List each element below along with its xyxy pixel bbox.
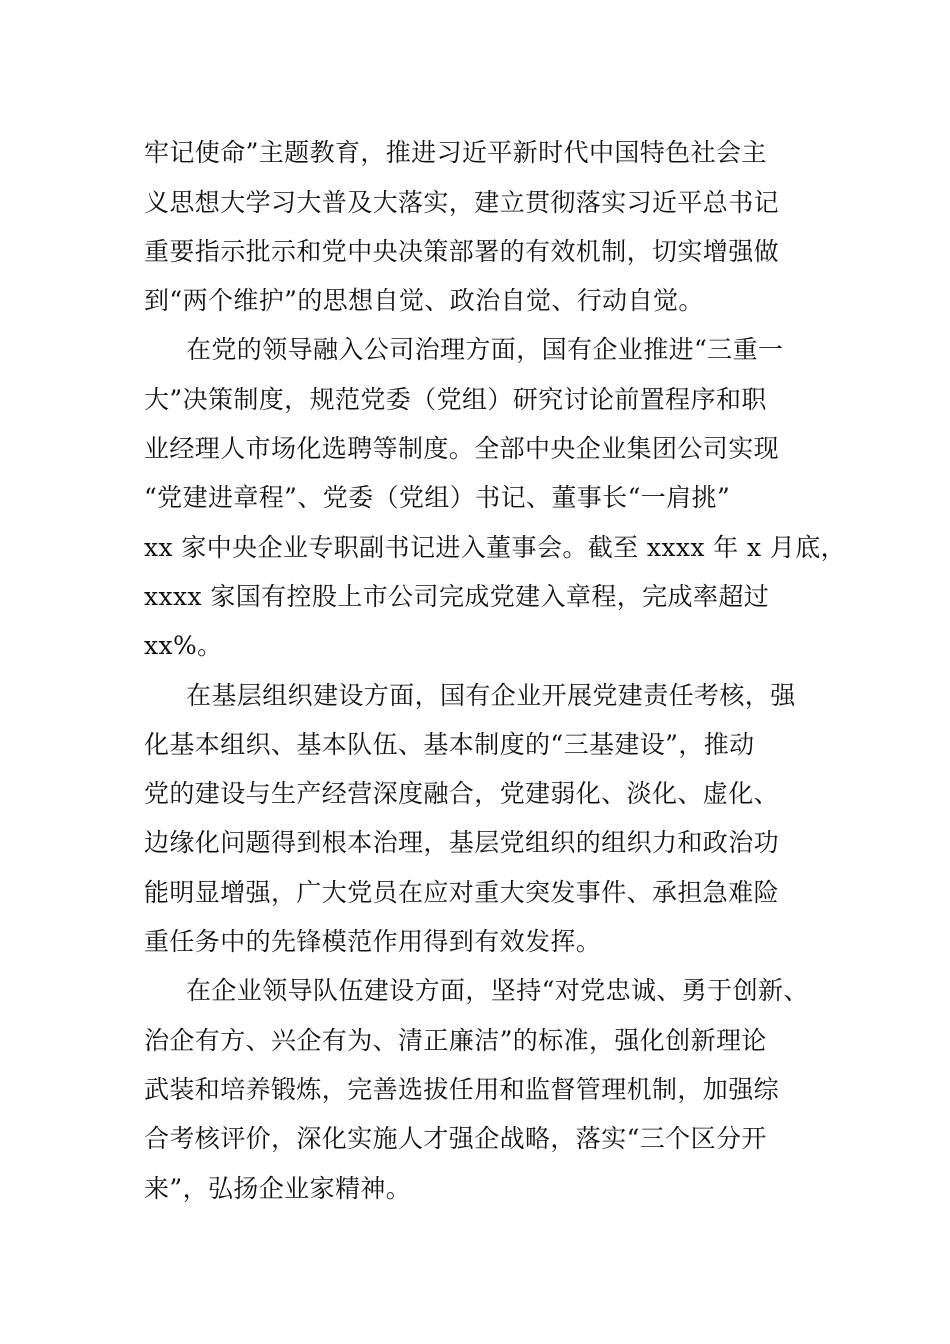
text-line: xx%。 [144, 631, 223, 660]
paragraph-start-line: 在党的领导融入公司治理方面，国有企业推进“三重一 [186, 335, 784, 364]
text-line: 能明显增强，广大党员在应对重大突发事件、承担急难险 [144, 878, 780, 907]
paragraph-start-line: 在企业领导队伍建设方面，坚持“对党忠诚、勇于创新、 [186, 976, 809, 1005]
text-line: 业经理人市场化选聘等制度。全部中央企业集团公司实现 [144, 434, 780, 463]
paragraph-start-line: 在基层组织建设方面，国有企业开展党建责任考核，强 [186, 681, 796, 710]
text-line: 党的建设与生产经营深度融合，党建弱化、淡化、虚化、 [144, 779, 780, 808]
text-line: 边缘化问题得到根本治理，基层党组织的组织力和政治功 [144, 828, 780, 857]
text-line: xx 家中央企业专职副书记进入董事会。截至 xxxx 年 x 月底， [144, 533, 847, 562]
text-line: 治企有方、兴企有为、清正廉洁”的标准，强化创新理论 [144, 1026, 767, 1055]
text-line: “党建进章程”、党委（党组）书记、董事长“一肩挑” [144, 483, 731, 512]
text-line: xxxx 家国有控股上市公司完成党建入章程，完成率超过 [144, 582, 770, 611]
text-line: 武装和培养锻炼，完善选拔任用和监督管理机制，加强综 [144, 1075, 780, 1104]
text-line: 大”决策制度，规范党委（党组）研究讨论前置程序和职 [144, 385, 767, 414]
text-line: 到“两个维护”的思想自觉、政治自觉、行动自觉。 [144, 286, 704, 315]
text-line: 化基本组织、基本队伍、基本制度的“三基建设”，推动 [144, 730, 755, 759]
text-line: 义思想大学习大普及大落实，建立贯彻落实习近平总书记 [144, 188, 780, 217]
text-line: 牢记使命”主题教育，推进习近平新时代中国特色社会主 [144, 138, 767, 167]
text-line: 重任务中的先锋模范作用得到有效发挥。 [144, 927, 602, 956]
text-line: 来”，弘扬企业家精神。 [144, 1174, 412, 1203]
text-line: 合考核评价，深化实施人才强企战略，落实“三个区分开 [144, 1124, 767, 1153]
text-line: 重要指示批示和党中央决策部署的有效机制，切实增强做 [144, 237, 780, 266]
